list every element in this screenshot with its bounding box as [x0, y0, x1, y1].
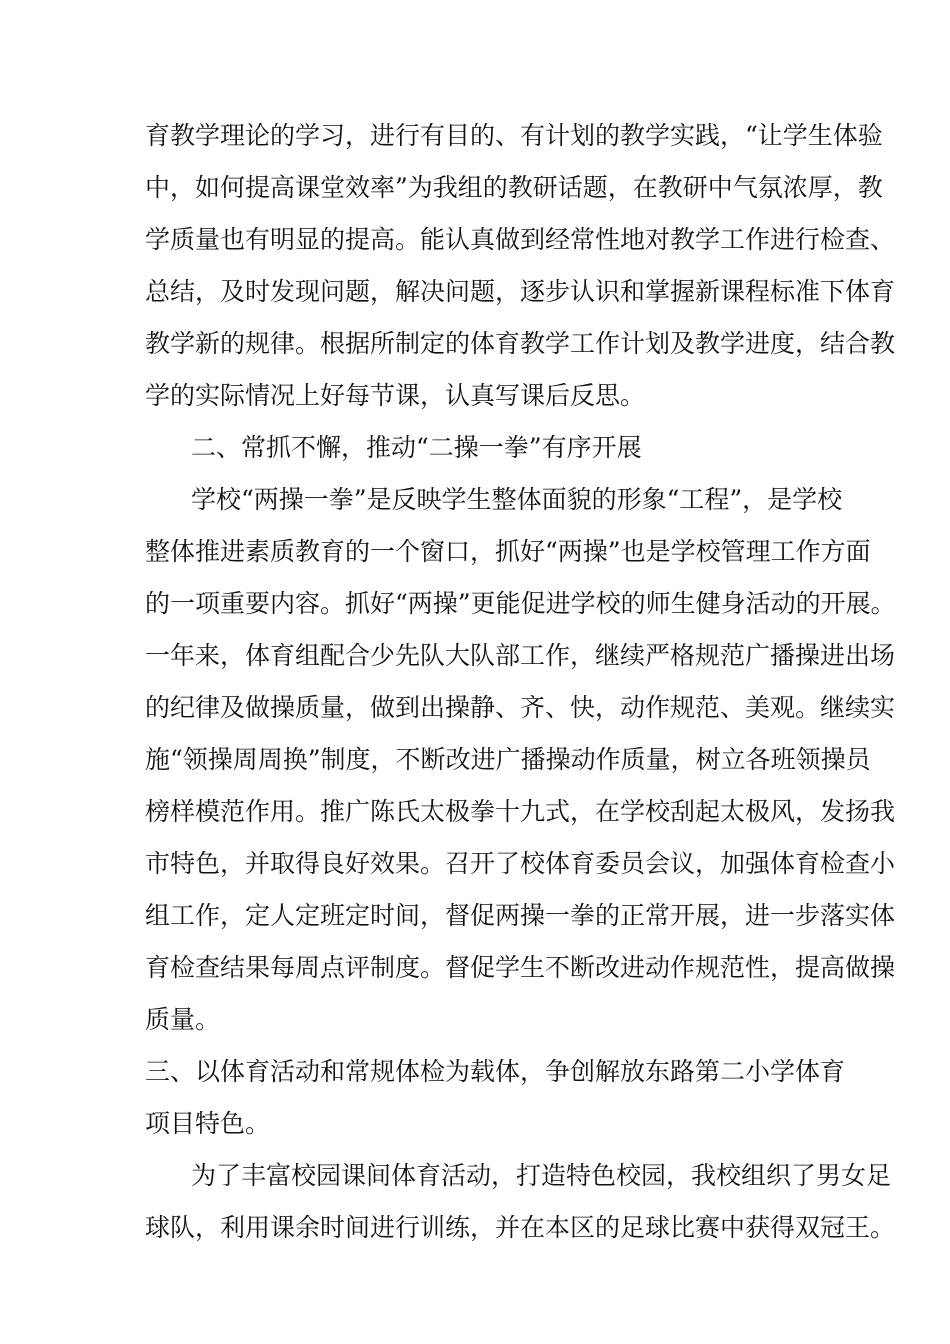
- text-line: [0, 948, 950, 988]
- text-line: [0, 844, 950, 884]
- text-line-content: 学质量也有明显的提高。能认真做到经常性地对教学工作进行检查、: [145, 225, 896, 254]
- text-line-content: 的纪律及做操质量，做到出操静、齐、快，动作规范、美观。继续实: [145, 693, 896, 722]
- text-line-content: 一年来，体育组配合少先队大队部工作，继续严格规范广播操进出场: [145, 641, 896, 670]
- text-line: [0, 896, 950, 936]
- text-line-content: 学的实际情况上好每节课，认真写课后反思。: [145, 381, 646, 410]
- text-line-content: 市特色，并取得良好效果。召开了校体育委员会议，加强体育检查小: [145, 849, 896, 878]
- text-line-content: 教学新的规律。根据所制定的体育教学工作计划及教学进度，结合教: [145, 329, 896, 358]
- section-heading: [0, 428, 950, 468]
- section-heading: [0, 1052, 950, 1092]
- text-line: [0, 1208, 950, 1248]
- text-line-content: 榜样模范作用。推广陈氏太极拳十九式，在学校刮起太极风，发扬我: [145, 797, 896, 826]
- text-line: [0, 740, 950, 780]
- text-line-content: 质量。: [145, 1005, 221, 1034]
- paragraph-first-line: [0, 480, 950, 520]
- text-line: [0, 220, 950, 260]
- section-heading-text: 三、以体育活动和常规体检为载体，争创解放东路第二小学体育: [145, 1057, 846, 1086]
- text-line-content: 育教学理论的学习，进行有目的、有计划的教学实践，“让学生体验: [145, 121, 883, 150]
- section-heading-text: 二、常抓不懈，推动“二操一拳”有序开展: [191, 433, 642, 462]
- text-line-content: 的一项重要内容。抓好“两操”更能促进学校的师生健身活动的开展。: [145, 589, 896, 618]
- text-line-content: 学校“两操一拳”是反映学生整体面貌的形象“工程”，是学校: [191, 485, 843, 514]
- text-line: [0, 688, 950, 728]
- text-line-content: 施“领操周周换”制度，不断改进广播操动作质量，树立各班领操员: [145, 745, 871, 774]
- text-line-content: 球队，利用课余时间进行训练，并在本区的足球比赛中获得双冠王。: [145, 1213, 896, 1242]
- text-line-content: 总结，及时发现问题，解决问题，逐步认识和掌握新课程标准下体育: [145, 277, 896, 306]
- text-line: [0, 1104, 950, 1144]
- text-line-content: 中，如何提高课堂效率”为我组的教研话题，在教研中气氛浓厚，教: [145, 173, 883, 202]
- text-line: [0, 272, 950, 312]
- text-line-content: 为了丰富校园课间体育活动，打造特色校园，我校组织了男女足: [191, 1161, 892, 1190]
- text-line: [0, 792, 950, 832]
- text-line-content: 组工作，定人定班定时间，督促两操一拳的正常开展，进一步落实体: [145, 901, 896, 930]
- text-line: [0, 116, 950, 156]
- text-line-content: 育检查结果每周点评制度。督促学生不断改进动作规范性，提高做操: [145, 953, 896, 982]
- text-line: [0, 636, 950, 676]
- text-line: [0, 1000, 950, 1040]
- text-line: [0, 168, 950, 208]
- paragraph-first-line: [0, 1156, 950, 1196]
- text-line: [0, 324, 950, 364]
- text-line: [0, 376, 950, 416]
- text-line-content: 整体推进素质教育的一个窗口，抓好“两操”也是学校管理工作方面: [145, 537, 871, 566]
- text-line: [0, 584, 950, 624]
- text-line-content: 项目特色。: [145, 1109, 271, 1138]
- text-line: [0, 532, 950, 572]
